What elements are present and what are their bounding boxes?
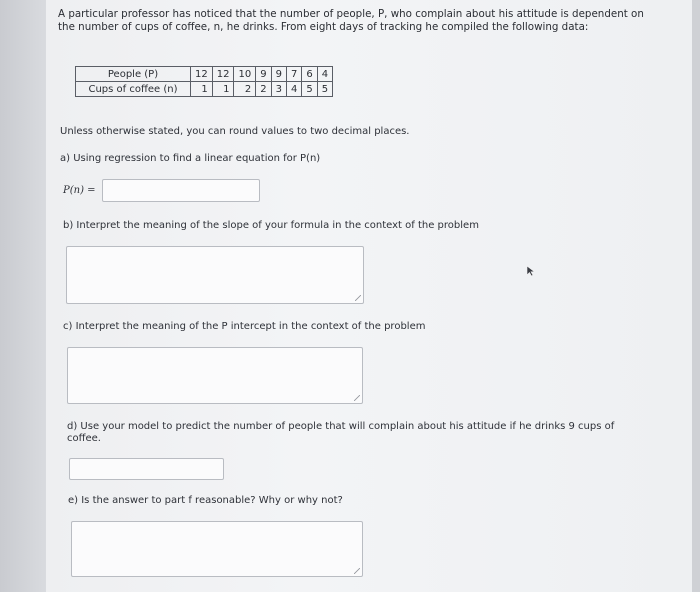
data-table bbox=[75, 66, 333, 97]
pn-equation-input[interactable] bbox=[102, 179, 260, 202]
question-d-text: d) Use your model to predict the number of people that will complain about his attitude if he drinks 9 cups of coffee. bbox=[67, 421, 615, 444]
reasonable-answer-textarea[interactable] bbox=[71, 521, 363, 577]
table-row bbox=[76, 67, 333, 82]
table-cell: 9 bbox=[256, 67, 271, 82]
table-cell: 5 bbox=[302, 82, 317, 97]
table-cell: 1 bbox=[191, 82, 213, 97]
table-cell: 3 bbox=[271, 82, 286, 97]
problem-intro: A particular professor has noticed that the number of people, P, who complain about his attitude is dependent on the number of cups of coffee, n, he drinks. From eight days of tracking he compiled the following data: bbox=[58, 8, 644, 33]
question-a-text: a) Using regression to find a linear equation for P(n) bbox=[60, 153, 321, 164]
question-b-text: b) Interpret the meaning of the slope of your formula in the context of the problem bbox=[63, 220, 479, 231]
table-cell: 9 bbox=[271, 67, 286, 82]
background-left-edge bbox=[0, 0, 46, 592]
table-cell: 2 bbox=[234, 82, 256, 97]
mouse-pointer-icon bbox=[526, 265, 536, 277]
background-right-edge bbox=[692, 0, 700, 592]
table-cell: 2 bbox=[256, 82, 271, 97]
table-cell: 6 bbox=[302, 67, 317, 82]
table-cell: 12 bbox=[191, 67, 213, 82]
row-header-cups: Cups of coffee (n) bbox=[76, 82, 191, 97]
table-row bbox=[76, 82, 333, 97]
question-e-text: e) Is the answer to part f reasonable? Why or why not? bbox=[68, 495, 343, 506]
question-c-text: c) Interpret the meaning of the P intercept in the context of the problem bbox=[63, 321, 426, 332]
intercept-answer-textarea[interactable] bbox=[67, 347, 363, 404]
table-cell: 7 bbox=[286, 67, 301, 82]
prediction-input[interactable] bbox=[69, 458, 224, 480]
slope-answer-textarea[interactable] bbox=[66, 246, 364, 304]
pn-label: P(n) = bbox=[63, 185, 96, 196]
table-cell: 4 bbox=[317, 67, 332, 82]
row-header-people: People (P) bbox=[76, 67, 191, 82]
table-cell: 12 bbox=[212, 67, 234, 82]
rounding-instructions: Unless otherwise stated, you can round values to two decimal places. bbox=[60, 126, 410, 137]
table-cell: 4 bbox=[286, 82, 301, 97]
table-cell: 1 bbox=[212, 82, 234, 97]
table-cell: 10 bbox=[234, 67, 256, 82]
table-cell: 5 bbox=[317, 82, 332, 97]
